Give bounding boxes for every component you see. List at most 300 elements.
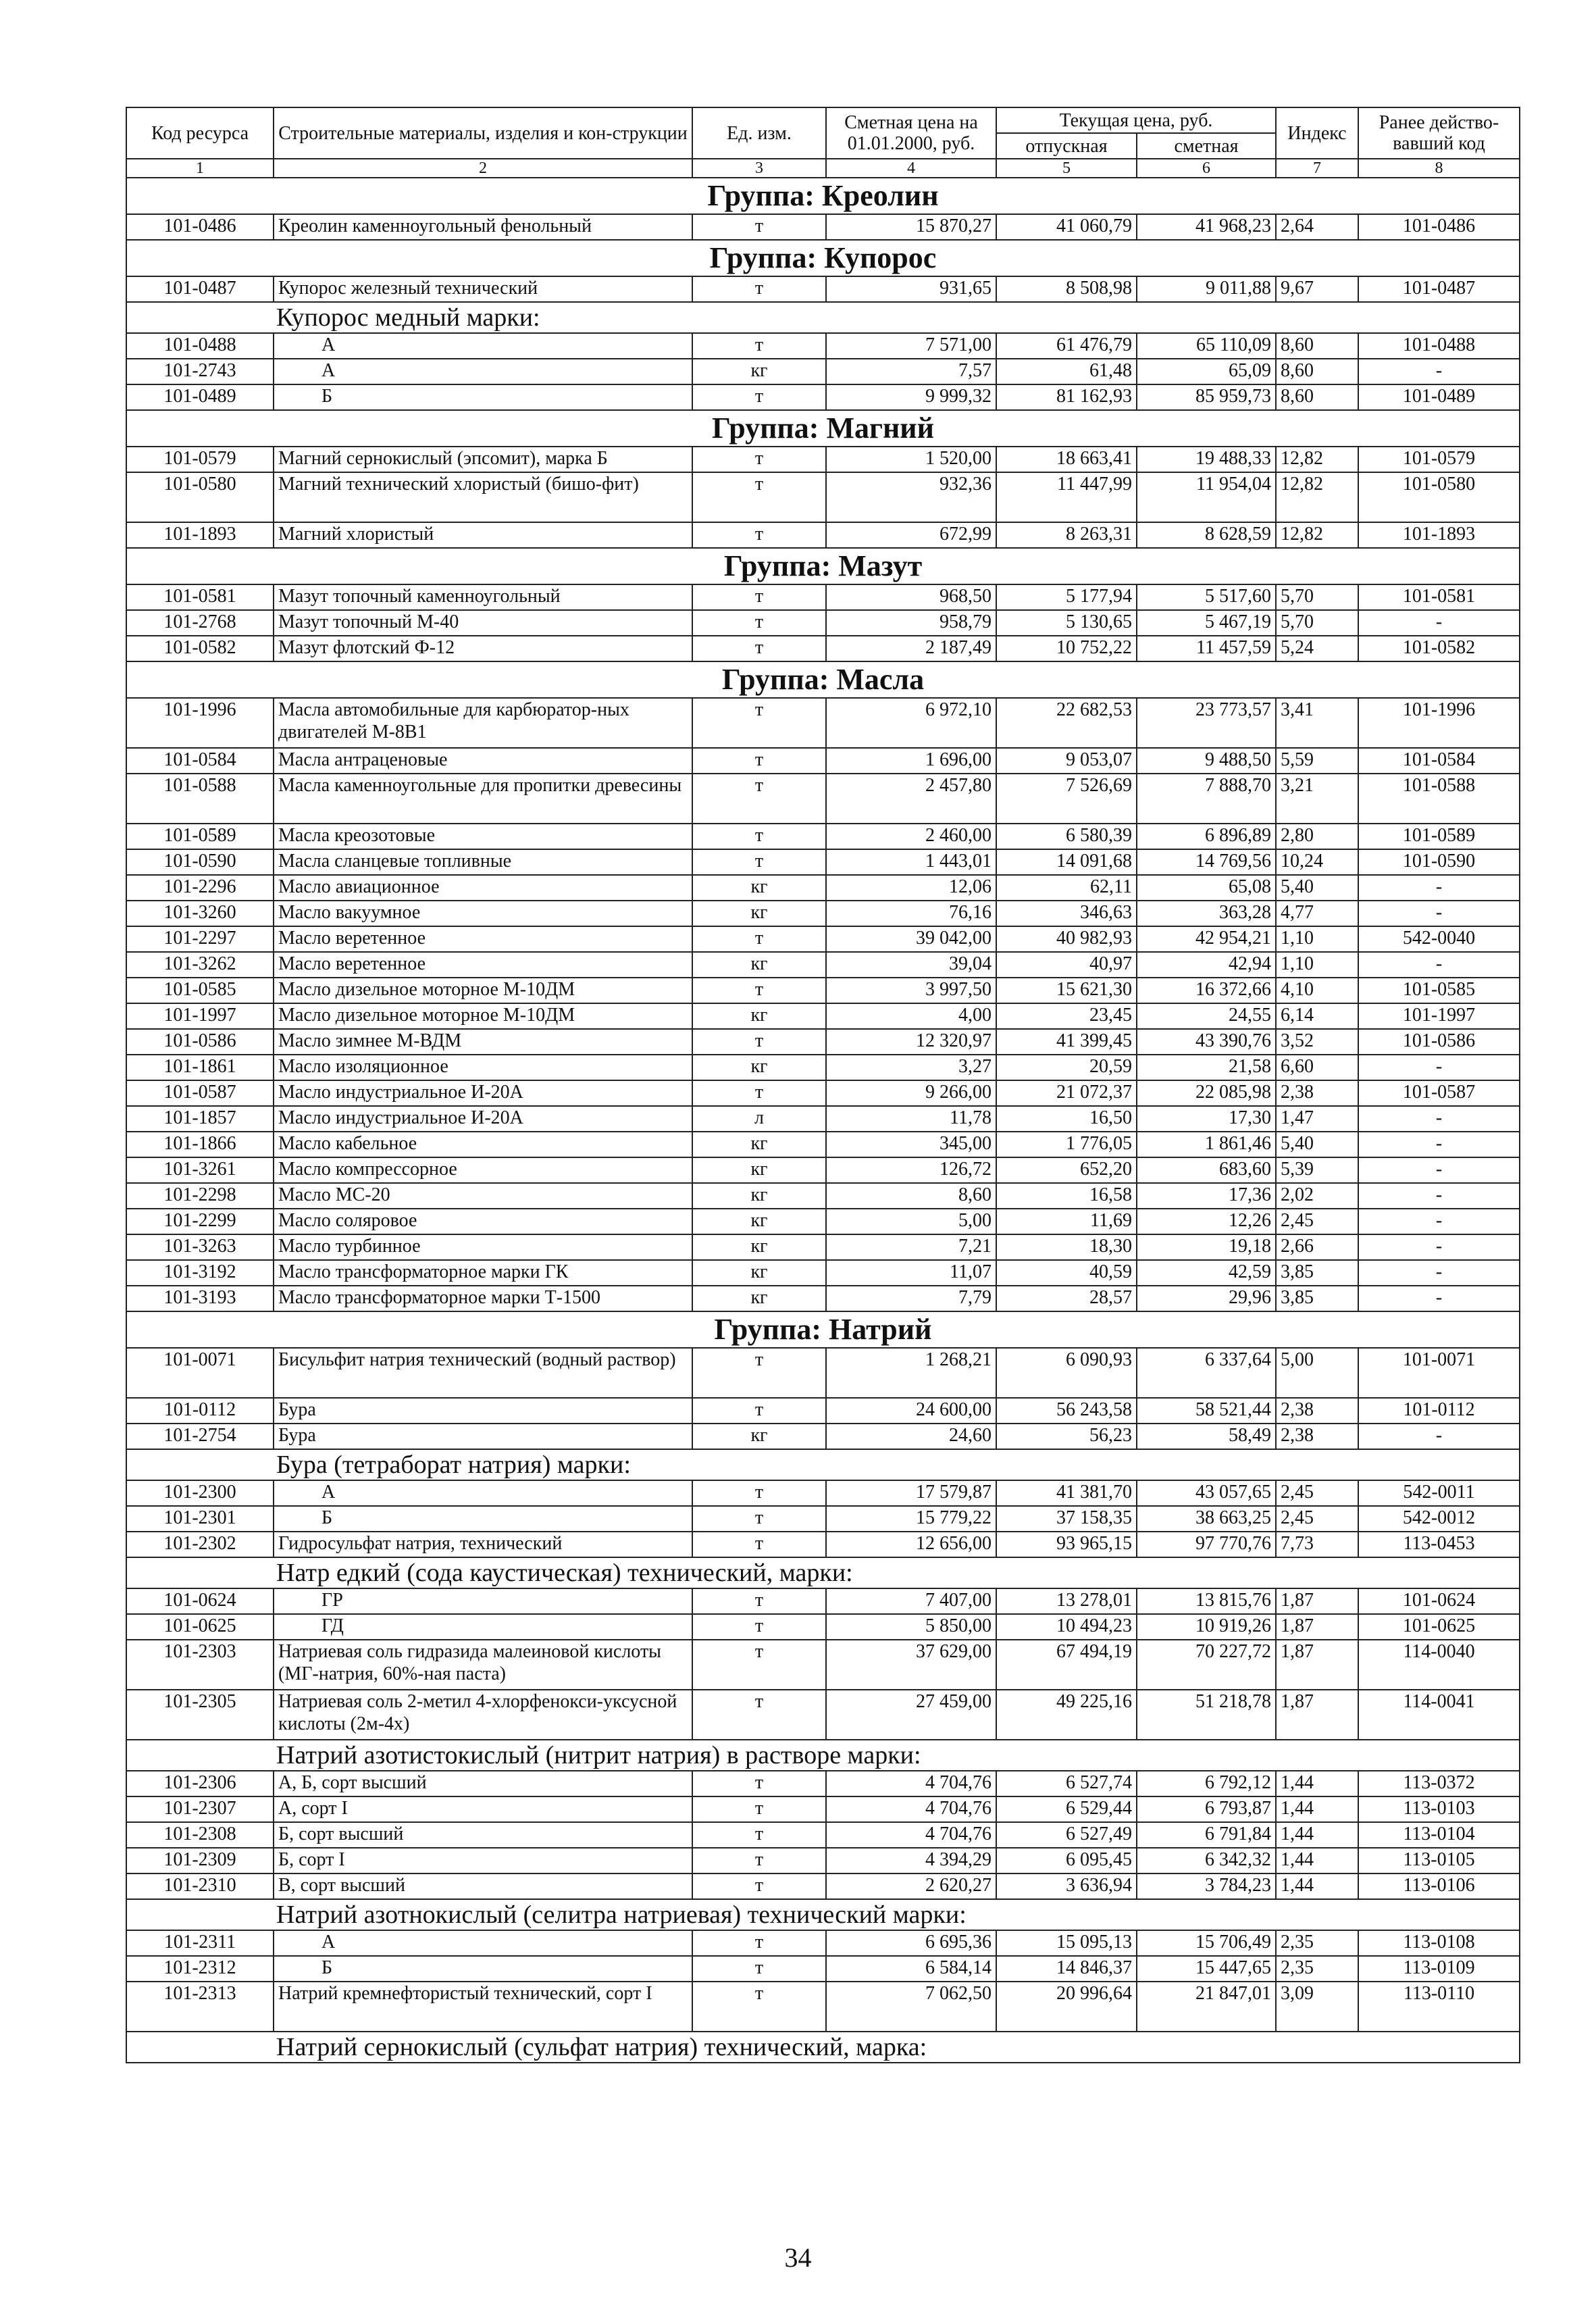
previous-code: - bbox=[1358, 875, 1520, 901]
table-row bbox=[126, 1029, 1520, 1055]
release-price: 11,69 bbox=[996, 1209, 1137, 1234]
table-row bbox=[126, 636, 1520, 661]
resource-code: 101-0584 bbox=[126, 748, 274, 774]
release-price: 16,50 bbox=[996, 1106, 1137, 1132]
price-2000: 958,79 bbox=[826, 610, 996, 636]
header-num: 4 bbox=[826, 159, 996, 178]
table-row bbox=[126, 1260, 1520, 1286]
table-row bbox=[126, 1106, 1520, 1132]
price-2000: 4 704,76 bbox=[826, 1822, 996, 1848]
header-num: 3 bbox=[692, 159, 826, 178]
group-heading-row bbox=[126, 1311, 1520, 1348]
price-2000: 5,00 bbox=[826, 1209, 996, 1234]
subheading: Натрий сернокислый (сульфат натрия) технический, марка: bbox=[274, 2032, 1520, 2063]
index-value: 2,35 bbox=[1276, 1956, 1358, 1982]
resource-code: 101-0587 bbox=[126, 1080, 274, 1106]
table-row bbox=[126, 276, 1520, 302]
previous-code: - bbox=[1358, 1260, 1520, 1286]
index-value: 5,39 bbox=[1276, 1157, 1358, 1183]
unit: т bbox=[692, 214, 826, 240]
previous-code: 113-0453 bbox=[1358, 1532, 1520, 1557]
estimate-price: 19 488,33 bbox=[1137, 447, 1276, 472]
estimate-price: 38 663,25 bbox=[1137, 1506, 1276, 1532]
previous-code: 101-0071 bbox=[1358, 1348, 1520, 1398]
release-price: 93 965,15 bbox=[996, 1532, 1137, 1557]
table-row bbox=[126, 1640, 1520, 1690]
price-2000: 126,72 bbox=[826, 1157, 996, 1183]
resource-code: 101-0112 bbox=[126, 1398, 274, 1424]
index-value: 1,44 bbox=[1276, 1873, 1358, 1899]
price-2000: 17 579,87 bbox=[826, 1480, 996, 1506]
release-price: 9 053,07 bbox=[996, 748, 1137, 774]
unit: т bbox=[692, 849, 826, 875]
release-price: 21 072,37 bbox=[996, 1080, 1137, 1106]
unit: кг bbox=[692, 901, 826, 926]
unit: кг bbox=[692, 1424, 826, 1449]
index-value: 8,60 bbox=[1276, 359, 1358, 384]
material-name: Мазут топочный каменноугольный bbox=[274, 584, 692, 610]
table-row bbox=[126, 333, 1520, 359]
subheading: Натрий азотистокислый (нитрит натрия) в растворе марки: bbox=[274, 1740, 1520, 1771]
estimate-price: 9 011,88 bbox=[1137, 276, 1276, 302]
price-2000: 12 656,00 bbox=[826, 1532, 996, 1557]
price-2000: 1 268,21 bbox=[826, 1348, 996, 1398]
material-name: Креолин каменноугольный фенольный bbox=[274, 214, 692, 240]
previous-code: 101-1996 bbox=[1358, 698, 1520, 748]
material-name: Масло трансформаторное марки Т-1500 bbox=[274, 1286, 692, 1311]
material-name: Купорос железный технический bbox=[274, 276, 692, 302]
previous-code: - bbox=[1358, 610, 1520, 636]
resource-code: 101-2310 bbox=[126, 1873, 274, 1899]
material-name: Масла каменноугольные для пропитки древесины bbox=[274, 774, 692, 824]
unit: т bbox=[692, 1398, 826, 1424]
index-value: 6,14 bbox=[1276, 1003, 1358, 1029]
resource-code: 101-2754 bbox=[126, 1424, 274, 1449]
release-price: 18 663,41 bbox=[996, 447, 1137, 472]
index-value: 2,02 bbox=[1276, 1183, 1358, 1209]
group-heading: Группа: Магний bbox=[126, 410, 1520, 447]
previous-code: 101-0582 bbox=[1358, 636, 1520, 661]
index-value: 2,45 bbox=[1276, 1209, 1358, 1234]
material-name: Масло соляровое bbox=[274, 1209, 692, 1234]
material-name: Бура bbox=[274, 1424, 692, 1449]
table-row bbox=[126, 1132, 1520, 1157]
estimate-price: 8 628,59 bbox=[1137, 522, 1276, 548]
table-row bbox=[126, 849, 1520, 875]
index-value: 2,45 bbox=[1276, 1480, 1358, 1506]
unit: кг bbox=[692, 952, 826, 978]
index-value: 1,44 bbox=[1276, 1848, 1358, 1873]
estimate-price: 5 517,60 bbox=[1137, 584, 1276, 610]
material-name: А bbox=[274, 359, 692, 384]
table-row bbox=[126, 1982, 1520, 2032]
unit: т bbox=[692, 774, 826, 824]
release-price: 5 130,65 bbox=[996, 610, 1137, 636]
price-2000: 2 460,00 bbox=[826, 824, 996, 849]
release-price: 15 621,30 bbox=[996, 978, 1137, 1003]
index-value: 1,10 bbox=[1276, 926, 1358, 952]
table-row bbox=[126, 1614, 1520, 1640]
index-value: 3,85 bbox=[1276, 1260, 1358, 1286]
previous-code: 101-0588 bbox=[1358, 774, 1520, 824]
header-price2000: Сметная цена на 01.01.2000, руб. bbox=[826, 107, 996, 159]
material-name: Б, сорт высший bbox=[274, 1822, 692, 1848]
index-value: 5,00 bbox=[1276, 1348, 1358, 1398]
price-2000: 968,50 bbox=[826, 584, 996, 610]
resource-code: 101-2743 bbox=[126, 359, 274, 384]
index-value: 5,40 bbox=[1276, 875, 1358, 901]
subheading: Бура (тетраборат натрия) марки: bbox=[274, 1449, 1520, 1480]
release-price: 41 399,45 bbox=[996, 1029, 1137, 1055]
price-2000: 4 704,76 bbox=[826, 1771, 996, 1796]
table-row bbox=[126, 1348, 1520, 1398]
unit: т bbox=[692, 1588, 826, 1614]
previous-code: - bbox=[1358, 1209, 1520, 1234]
resource-code: 101-3260 bbox=[126, 901, 274, 926]
material-name: Б bbox=[274, 384, 692, 410]
release-price: 28,57 bbox=[996, 1286, 1137, 1311]
header-prev: Ранее действо-вавший код bbox=[1358, 107, 1520, 159]
unit: т bbox=[692, 1848, 826, 1873]
material-name: Масло изоляционное bbox=[274, 1055, 692, 1080]
subheading-spacer bbox=[126, 1740, 274, 1771]
unit: т bbox=[692, 584, 826, 610]
resource-code: 101-1861 bbox=[126, 1055, 274, 1080]
resource-code: 101-2308 bbox=[126, 1822, 274, 1848]
subheading-row bbox=[126, 1557, 1520, 1588]
material-name: Масла сланцевые топливные bbox=[274, 849, 692, 875]
index-value: 5,40 bbox=[1276, 1132, 1358, 1157]
index-value: 4,77 bbox=[1276, 901, 1358, 926]
price-2000: 3 997,50 bbox=[826, 978, 996, 1003]
release-price: 61 476,79 bbox=[996, 333, 1137, 359]
index-value: 5,24 bbox=[1276, 636, 1358, 661]
material-name: Магний сернокислый (эпсомит), марка Б bbox=[274, 447, 692, 472]
release-price: 10 752,22 bbox=[996, 636, 1137, 661]
subheading: Натрий азотнокислый (селитра натриевая) технический марки: bbox=[274, 1899, 1520, 1930]
release-price: 40,97 bbox=[996, 952, 1137, 978]
subheading-spacer bbox=[126, 2032, 274, 2063]
group-heading: Группа: Креолин bbox=[126, 178, 1520, 214]
unit: т bbox=[692, 1982, 826, 2032]
material-name: Масла креозотовые bbox=[274, 824, 692, 849]
estimate-price: 21 847,01 bbox=[1137, 1982, 1276, 2032]
release-price: 14 846,37 bbox=[996, 1956, 1137, 1982]
material-name: Масло дизельное моторное М-10ДМ bbox=[274, 978, 692, 1003]
header-num: 1 bbox=[126, 159, 274, 178]
unit: кг bbox=[692, 1260, 826, 1286]
index-value: 1,87 bbox=[1276, 1588, 1358, 1614]
previous-code: - bbox=[1358, 1157, 1520, 1183]
resource-code: 101-0625 bbox=[126, 1614, 274, 1640]
release-price: 41 381,70 bbox=[996, 1480, 1137, 1506]
price-2000: 9 266,00 bbox=[826, 1080, 996, 1106]
index-value: 1,44 bbox=[1276, 1796, 1358, 1822]
estimate-price: 6 896,89 bbox=[1137, 824, 1276, 849]
table-row bbox=[126, 214, 1520, 240]
price-2000: 76,16 bbox=[826, 901, 996, 926]
release-price: 61,48 bbox=[996, 359, 1137, 384]
previous-code: 101-0624 bbox=[1358, 1588, 1520, 1614]
release-price: 8 263,31 bbox=[996, 522, 1137, 548]
estimate-price: 11 457,59 bbox=[1137, 636, 1276, 661]
estimate-price: 65,08 bbox=[1137, 875, 1276, 901]
table-header bbox=[126, 107, 1520, 178]
material-name: Масло дизельное моторное М-10ДМ bbox=[274, 1003, 692, 1029]
previous-code: - bbox=[1358, 1132, 1520, 1157]
index-value: 10,24 bbox=[1276, 849, 1358, 875]
subheading-row bbox=[126, 1740, 1520, 1771]
header-num: 8 bbox=[1358, 159, 1520, 178]
resource-code: 101-1893 bbox=[126, 522, 274, 548]
table-row bbox=[126, 1956, 1520, 1982]
estimate-price: 43 390,76 bbox=[1137, 1029, 1276, 1055]
index-value: 5,59 bbox=[1276, 748, 1358, 774]
price-table bbox=[126, 107, 1520, 2063]
estimate-price: 6 792,12 bbox=[1137, 1771, 1276, 1796]
index-value: 12,82 bbox=[1276, 447, 1358, 472]
material-name: Масло веретенное bbox=[274, 926, 692, 952]
price-2000: 37 629,00 bbox=[826, 1640, 996, 1690]
previous-code: 113-0105 bbox=[1358, 1848, 1520, 1873]
material-name: Масло кабельное bbox=[274, 1132, 692, 1157]
price-2000: 1 520,00 bbox=[826, 447, 996, 472]
release-price: 67 494,19 bbox=[996, 1640, 1137, 1690]
price-2000: 7 407,00 bbox=[826, 1588, 996, 1614]
unit: кг bbox=[692, 1234, 826, 1260]
table-row bbox=[126, 472, 1520, 522]
estimate-price: 51 218,78 bbox=[1137, 1690, 1276, 1740]
previous-code: - bbox=[1358, 1234, 1520, 1260]
previous-code: 101-0587 bbox=[1358, 1080, 1520, 1106]
estimate-price: 23 773,57 bbox=[1137, 698, 1276, 748]
table-row bbox=[126, 824, 1520, 849]
index-value: 1,87 bbox=[1276, 1640, 1358, 1690]
table-body bbox=[126, 178, 1520, 2063]
subheading-row bbox=[126, 1449, 1520, 1480]
release-price: 20 996,64 bbox=[996, 1982, 1137, 2032]
table-row bbox=[126, 1480, 1520, 1506]
estimate-price: 6 342,32 bbox=[1137, 1848, 1276, 1873]
table-row bbox=[126, 1588, 1520, 1614]
header-num: 2 bbox=[274, 159, 692, 178]
unit: т bbox=[692, 926, 826, 952]
unit: т bbox=[692, 472, 826, 522]
release-price: 11 447,99 bbox=[996, 472, 1137, 522]
estimate-price: 24,55 bbox=[1137, 1003, 1276, 1029]
release-price: 23,45 bbox=[996, 1003, 1137, 1029]
release-price: 49 225,16 bbox=[996, 1690, 1137, 1740]
table-row bbox=[126, 1532, 1520, 1557]
resource-code: 101-3262 bbox=[126, 952, 274, 978]
resource-code: 101-2306 bbox=[126, 1771, 274, 1796]
table-row bbox=[126, 1055, 1520, 1080]
material-name: Масло индустриальное И-20А bbox=[274, 1080, 692, 1106]
subheading: Купорос медный марки: bbox=[274, 302, 1520, 333]
resource-code: 101-1857 bbox=[126, 1106, 274, 1132]
subheading-row bbox=[126, 2032, 1520, 2063]
table-row bbox=[126, 384, 1520, 410]
table-row bbox=[126, 875, 1520, 901]
unit: т bbox=[692, 1614, 826, 1640]
release-price: 6 095,45 bbox=[996, 1848, 1137, 1873]
subheading-spacer bbox=[126, 302, 274, 333]
header-code: Код ресурса bbox=[126, 107, 274, 159]
index-value: 2,45 bbox=[1276, 1506, 1358, 1532]
table-row bbox=[126, 926, 1520, 952]
estimate-price: 6 793,87 bbox=[1137, 1796, 1276, 1822]
index-value: 2,35 bbox=[1276, 1930, 1358, 1956]
previous-code: - bbox=[1358, 1424, 1520, 1449]
resource-code: 101-0071 bbox=[126, 1348, 274, 1398]
material-name: Масло турбинное bbox=[274, 1234, 692, 1260]
material-name: Масло индустриальное И-20А bbox=[274, 1106, 692, 1132]
table-row bbox=[126, 1209, 1520, 1234]
header-num: 5 bbox=[996, 159, 1137, 178]
header-estimate: сметная bbox=[1137, 133, 1276, 159]
release-price: 6 090,93 bbox=[996, 1348, 1137, 1398]
group-heading: Группа: Мазут bbox=[126, 548, 1520, 584]
group-heading: Группа: Купорос bbox=[126, 240, 1520, 276]
unit: кг bbox=[692, 1157, 826, 1183]
release-price: 6 580,39 bbox=[996, 824, 1137, 849]
unit: кг bbox=[692, 1183, 826, 1209]
table-row bbox=[126, 1873, 1520, 1899]
index-value: 1,47 bbox=[1276, 1106, 1358, 1132]
index-value: 3,41 bbox=[1276, 698, 1358, 748]
header-num: 7 bbox=[1276, 159, 1358, 178]
release-price: 8 508,98 bbox=[996, 276, 1137, 302]
index-value: 7,73 bbox=[1276, 1532, 1358, 1557]
previous-code: 542-0040 bbox=[1358, 926, 1520, 952]
table-row bbox=[126, 1930, 1520, 1956]
unit: кг bbox=[692, 875, 826, 901]
material-name: А bbox=[274, 1480, 692, 1506]
price-2000: 1 443,01 bbox=[826, 849, 996, 875]
unit: т bbox=[692, 522, 826, 548]
release-price: 20,59 bbox=[996, 1055, 1137, 1080]
previous-code: - bbox=[1358, 952, 1520, 978]
previous-code: 113-0106 bbox=[1358, 1873, 1520, 1899]
price-2000: 24,60 bbox=[826, 1424, 996, 1449]
resource-code: 101-1996 bbox=[126, 698, 274, 748]
estimate-price: 41 968,23 bbox=[1137, 214, 1276, 240]
price-2000: 24 600,00 bbox=[826, 1398, 996, 1424]
previous-code: - bbox=[1358, 359, 1520, 384]
resource-code: 101-0586 bbox=[126, 1029, 274, 1055]
release-price: 40 982,93 bbox=[996, 926, 1137, 952]
table-row bbox=[126, 1771, 1520, 1796]
table-row bbox=[126, 1003, 1520, 1029]
previous-code: 101-0590 bbox=[1358, 849, 1520, 875]
material-name: Мазут топочный М-40 bbox=[274, 610, 692, 636]
index-value: 3,85 bbox=[1276, 1286, 1358, 1311]
estimate-price: 15 447,65 bbox=[1137, 1956, 1276, 1982]
table-row bbox=[126, 774, 1520, 824]
material-name: А, сорт I bbox=[274, 1796, 692, 1822]
price-2000: 39 042,00 bbox=[826, 926, 996, 952]
unit: т bbox=[692, 1771, 826, 1796]
unit: кг bbox=[692, 1132, 826, 1157]
material-name: Натрий кремнефтористый технический, сорт I bbox=[274, 1982, 692, 2032]
unit: т bbox=[692, 698, 826, 748]
group-heading: Группа: Масла bbox=[126, 661, 1520, 698]
resource-code: 101-1866 bbox=[126, 1132, 274, 1157]
previous-code: - bbox=[1358, 901, 1520, 926]
previous-code: 101-0581 bbox=[1358, 584, 1520, 610]
material-name: Масло вакуумное bbox=[274, 901, 692, 926]
resource-code: 101-0588 bbox=[126, 774, 274, 824]
subheading: Натр едкий (сода каустическая) технический, марки: bbox=[274, 1557, 1520, 1588]
release-price: 37 158,35 bbox=[996, 1506, 1137, 1532]
resource-code: 101-3192 bbox=[126, 1260, 274, 1286]
release-price: 56 243,58 bbox=[996, 1398, 1137, 1424]
release-price: 62,11 bbox=[996, 875, 1137, 901]
material-name: А, Б, сорт высший bbox=[274, 1771, 692, 1796]
unit: т bbox=[692, 824, 826, 849]
header-current: Текущая цена, руб. bbox=[996, 107, 1276, 133]
resource-code: 101-0580 bbox=[126, 472, 274, 522]
unit: кг bbox=[692, 1003, 826, 1029]
previous-code: 101-1893 bbox=[1358, 522, 1520, 548]
resource-code: 101-1997 bbox=[126, 1003, 274, 1029]
material-name: Натриевая соль гидразида малеиновой кислоты (МГ-натрия, 60%-ная паста) bbox=[274, 1640, 692, 1690]
material-name: Б, сорт I bbox=[274, 1848, 692, 1873]
previous-code: - bbox=[1358, 1055, 1520, 1080]
unit: т bbox=[692, 1956, 826, 1982]
material-name: Б bbox=[274, 1956, 692, 1982]
table-row bbox=[126, 1822, 1520, 1848]
price-2000: 5 850,00 bbox=[826, 1614, 996, 1640]
estimate-price: 6 337,64 bbox=[1137, 1348, 1276, 1398]
estimate-price: 10 919,26 bbox=[1137, 1614, 1276, 1640]
resource-code: 101-2298 bbox=[126, 1183, 274, 1209]
resource-code: 101-0489 bbox=[126, 384, 274, 410]
release-price: 22 682,53 bbox=[996, 698, 1137, 748]
previous-code: 114-0040 bbox=[1358, 1640, 1520, 1690]
price-2000: 27 459,00 bbox=[826, 1690, 996, 1740]
release-price: 14 091,68 bbox=[996, 849, 1137, 875]
previous-code: 101-0486 bbox=[1358, 214, 1520, 240]
estimate-price: 65 110,09 bbox=[1137, 333, 1276, 359]
index-value: 1,44 bbox=[1276, 1822, 1358, 1848]
unit: т bbox=[692, 1640, 826, 1690]
index-value: 6,60 bbox=[1276, 1055, 1358, 1080]
estimate-price: 85 959,73 bbox=[1137, 384, 1276, 410]
table-row bbox=[126, 952, 1520, 978]
material-name: Масло компрессорное bbox=[274, 1157, 692, 1183]
previous-code: 101-0112 bbox=[1358, 1398, 1520, 1424]
price-2000: 672,99 bbox=[826, 522, 996, 548]
estimate-price: 43 057,65 bbox=[1137, 1480, 1276, 1506]
price-2000: 2 457,80 bbox=[826, 774, 996, 824]
price-2000: 1 696,00 bbox=[826, 748, 996, 774]
table-row bbox=[126, 698, 1520, 748]
table-row bbox=[126, 748, 1520, 774]
release-price: 346,63 bbox=[996, 901, 1137, 926]
estimate-price: 683,60 bbox=[1137, 1157, 1276, 1183]
price-2000: 6 695,36 bbox=[826, 1930, 996, 1956]
material-name: Магний технический хлористый (бишо-фит) bbox=[274, 472, 692, 522]
unit: т bbox=[692, 610, 826, 636]
unit: т bbox=[692, 1080, 826, 1106]
previous-code: 101-0586 bbox=[1358, 1029, 1520, 1055]
previous-code: 113-0108 bbox=[1358, 1930, 1520, 1956]
material-name: Б bbox=[274, 1506, 692, 1532]
header-release: отпускная bbox=[996, 133, 1137, 159]
release-price: 18,30 bbox=[996, 1234, 1137, 1260]
estimate-price: 21,58 bbox=[1137, 1055, 1276, 1080]
